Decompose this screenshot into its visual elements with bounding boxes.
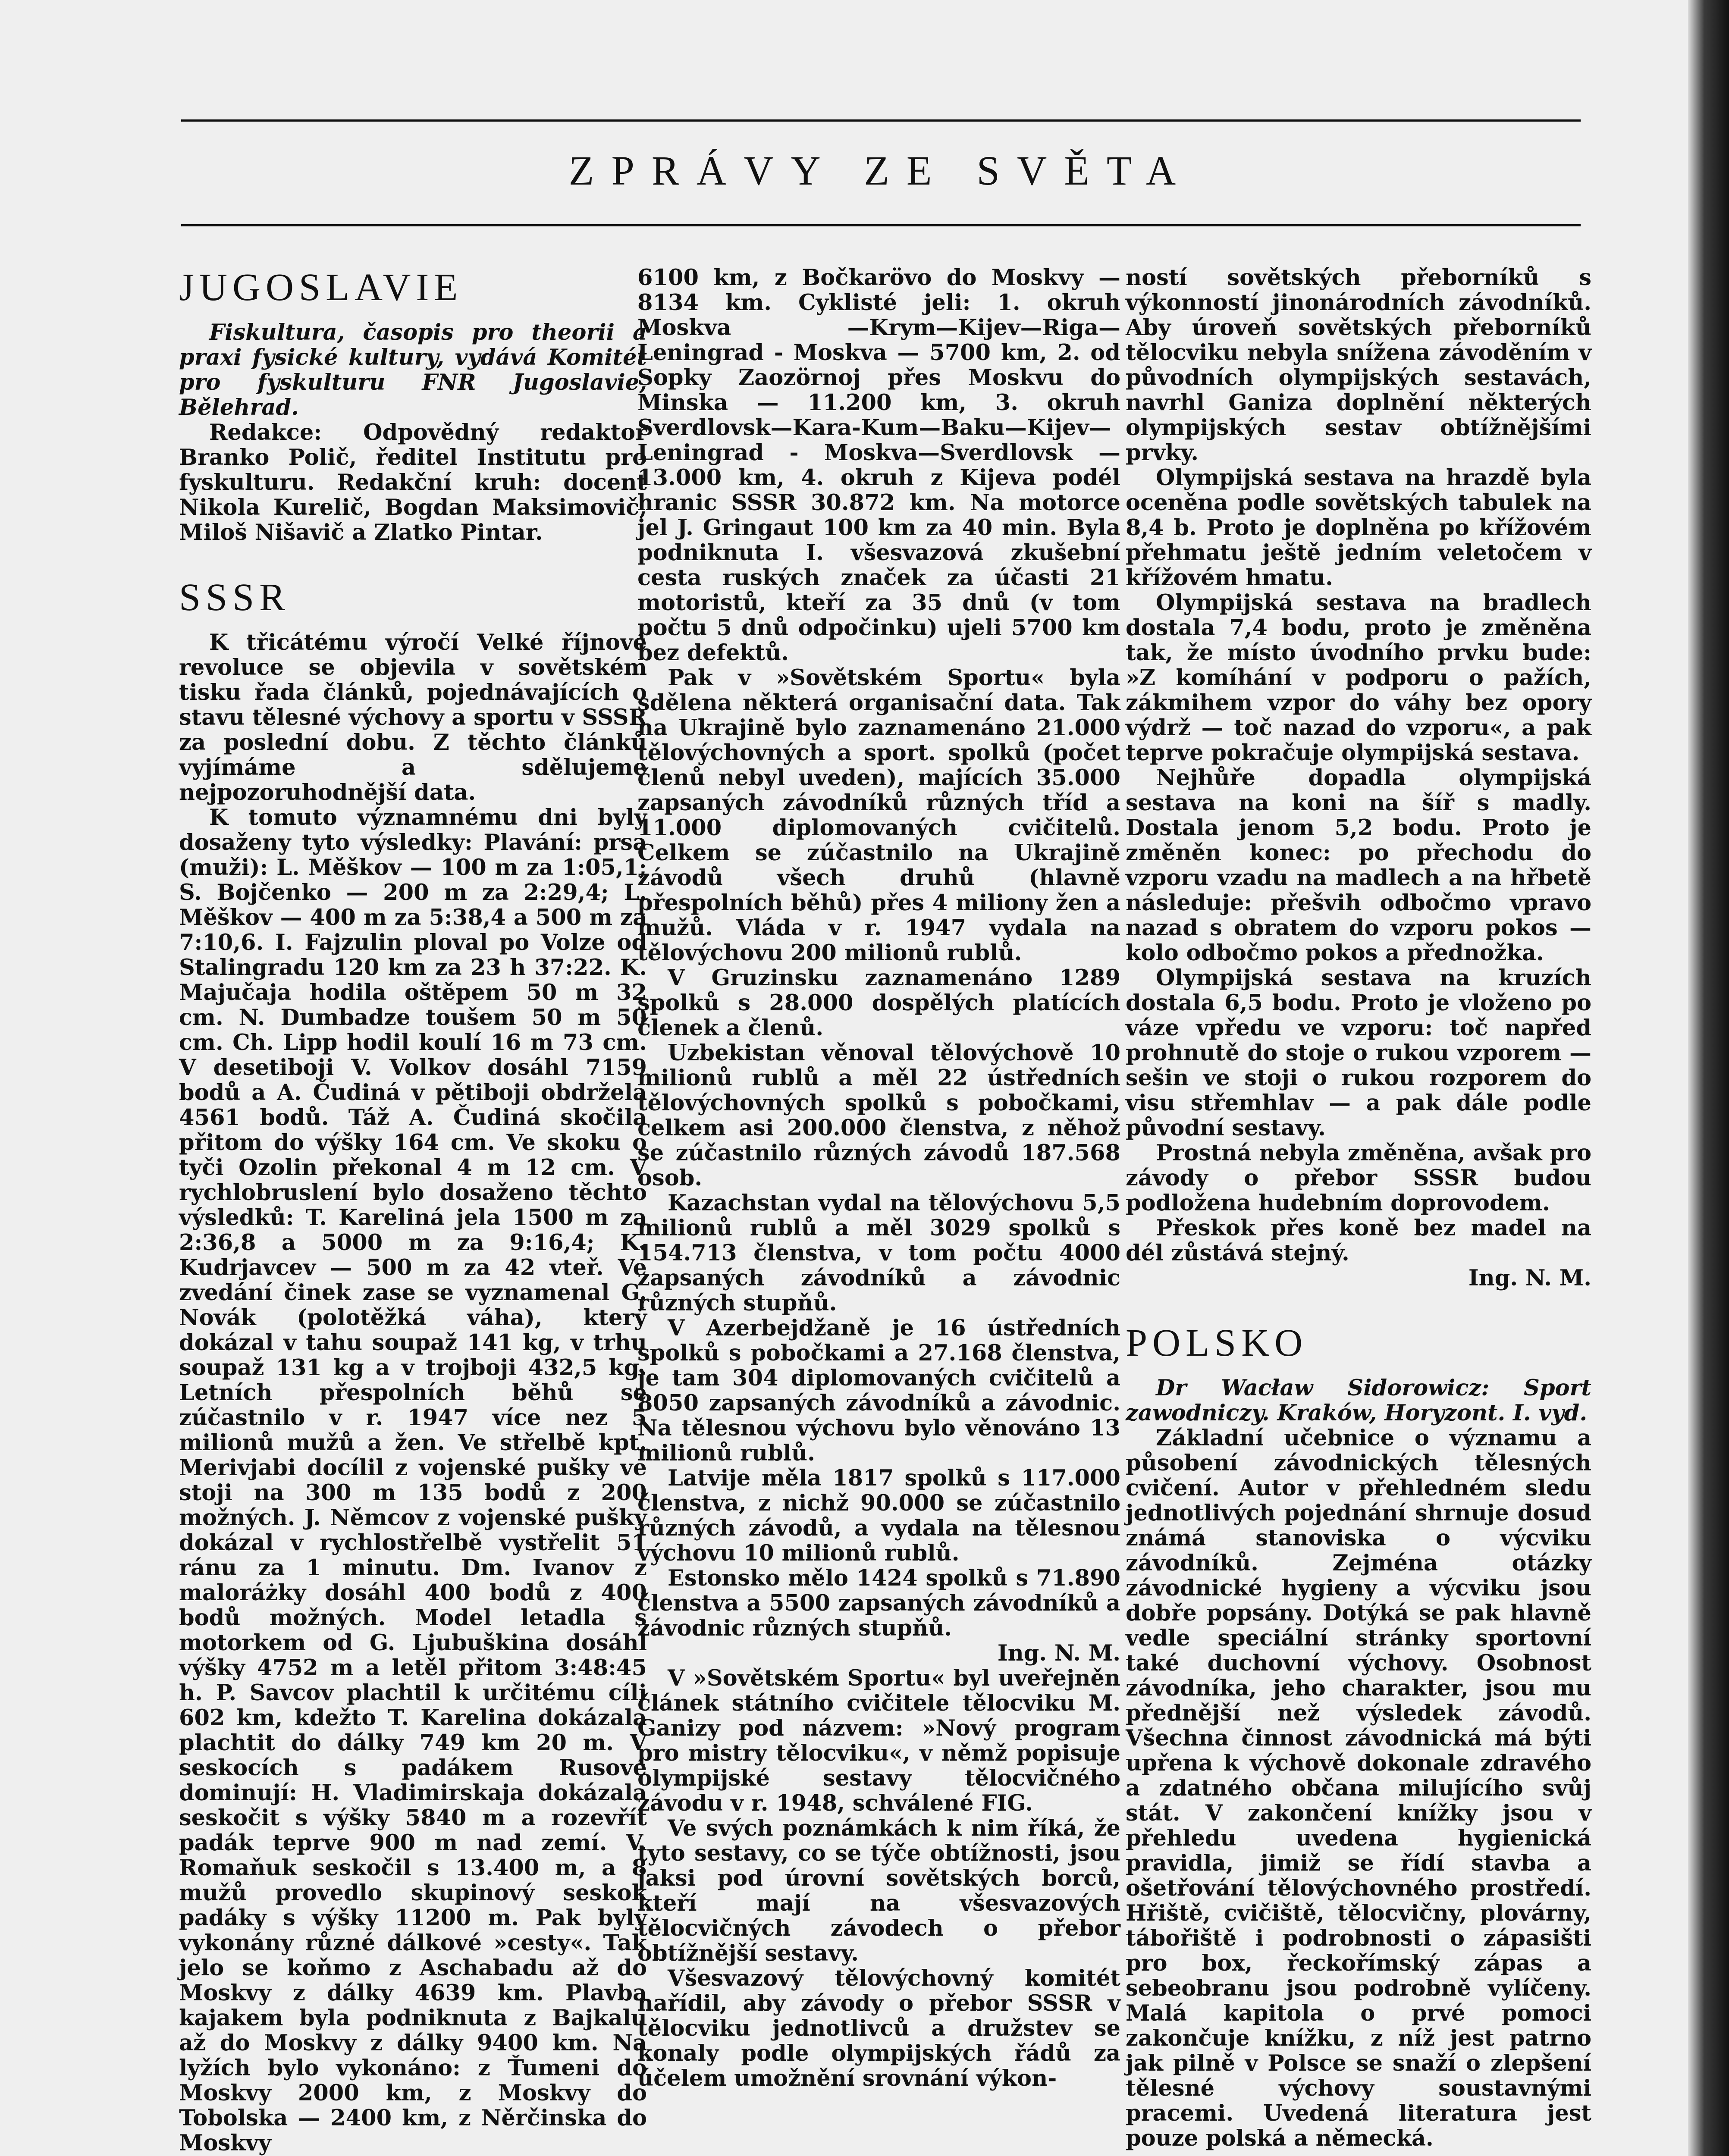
section-heading-polsko: POLSKO bbox=[1126, 1322, 1308, 1364]
paragraph: Všesvazový tělovýchovný komitét nařídil, aby závody o přebor SSSR v tělocviku jednotlivců a družstev se konaly podle olympijských řádů za účelem umožnění srovnání výkon- bbox=[637, 1965, 1120, 2091]
paragraph: V Azerbejdžaně je 16 ústředních spolků s pobočkami a 27.168 členstva, je tam 304 diplomovaných cvičitelů a 8050 zapsaných závodníků a závodnic. Na tělesnou výchovu bylo věnováno 13 milionů rublů. bbox=[637, 1315, 1120, 1466]
page-edge-shadow bbox=[1688, 0, 1729, 2156]
paragraph: Nejhůře dopadla olympijská sestava na koni na šíř s madly. Dostala jenom 5,2 bodu. Proto je změněn konec: po přechodu do vzporu vzadu na madlech a na hřbetě následuje: přešvih odbočmo vpravo nazad s obratem do vzporu pokos — kolo odbočmo pokos a přednožka. bbox=[1126, 765, 1591, 966]
paragraph: Estonsko mělo 1424 spolků s 71.890 členstva a 5500 zapsaných závodníků a závodnic různých stupňů. bbox=[637, 1565, 1120, 1641]
paragraph: Základní učebnice o významu a působení závodnických tělesných cvičení. Autor v přehledném sledu jednotlivých pojednání shrnuje dosud známá stanoviska o výcviku závodníků. Zejména otázky závodnické hygieny a výcviku jsou dobře popsány. Dotýká se pak hlavně vedle speciální stránky sportovní také duchovní výchovy. Osobnost závodníka, jeho charakter, jsou mu přednější než výsledek závodů. Všechna činnost závodnická má býti upřena k výchově dokonale zdravého a zdatného občana milujícího svůj stát. V zakončení knížky jsou v přehledu uvedena hygienická pravidla, jimiž se řídí stavba a ošetřování tělovýchovného prostředí. Hřiště, cvičiště, tělocvičny, plovárny, tábořiště i podrobnosti o zápasišti pro box, řeckořímský zápas a sebeobranu jsou podrobně vylíčeny. Malá kapitola o prvé pomoci zakončuje knížku, z níž jest patrno jak pilně v Polsce se snaží o zlepšení tělesné výchovy soustavnými pracemi. Uvedená literatura jest pouze polská a německá. bbox=[1126, 1425, 1591, 2151]
paragraph: K tomuto významnému dni byly dosaženy tyto výsledky: Plavání: prsa (muži): L. Měškov — 100 m za 1:05,1; S. Bojčenko — 200 m za 2:29,4; L. Měškov — 400 m za 5:38,4 a 500 m za 7:10,6. I. Fajzulin ploval po Volze od Stalingradu 120 km za 23 h 37:22. K. Majučaja hodila oštěpem 50 m 32 cm. N. Dumbadze toušem 50 m 50 cm. Ch. Lipp hodil koulí 16 m 73 cm. V desetiboji V. Volkov dosáhl 7159 bodů a A. Čudiná v pětiboji obdržela 4561 bodů. Táž A. Čudiná skočila přitom do výšky 164 cm. Ve skoku o tyči Ozolin překonal 4 m 12 cm. V rychlobruslení bylo dosaženo těchto výsledků: T. Kareliná jela 1500 m za 2:36,8 a 5000 m za 9:16,4; K. Kudrjavcev — 500 m za 42 vteř. Ve zvedání činek zase se vyznamenal G. Novák (polotěžká váha), který dokázal v tahu soupaž 141 kg, v trhu soupaž 131 kg a v trojboji 432,5 kg. Letních přespolních běhů se zúčastnilo v r. 1947 více nez 5 milionů mužů a žen. Ve střelbě kpt. Merivjabi docílil z vojenské pušky ve stoji na 300 m 135 bodů z 200 možných. J. Němcov z vojenské pušky dokázal v rychlostřelbě vystřelit 51 ránu za 1 minutu. Dm. Ivanov z maloráżky dosáhl 400 bodů z 400 bodů možných. Model letadla s motorkem od G. Ljubuškina dosáhl výšky 4752 m a letěl přitom 3:48:45 h. P. Savcov plachtil k určitému cíli 602 km, kdežto T. Karelina dokázala plachtit do dálky 749 km 20 m. V seskocích s padákem Rusové dominují: H. Vladimirskaja dokázala seskočit s výšky 5840 m a rozevřít padák teprve 900 m nad zemí. V. Romaňuk seskočil s 13.400 m, a 8 mužů provedlo skupinový seskok padáky s výšky 11200 m. Pak byly vykonány různé dálkové »cesty«. Tak jelo se koňmo z Aschabadu až do Moskvy z dálky 4639 km. Plavba kajakem byla podniknuta z Bajkalu až do Moskvy z dálky 9400 km. Na lyžích bylo vykonáno: z Ťumeni do Moskvy 2000 km, z Moskvy do Tobolska — 2400 km, z Něrčinska do Moskvy bbox=[179, 805, 647, 2156]
paragraph: 6100 km, z Bočkarövo do Moskvy — 8134 km. Cyklisté jeli: 1. okruh Moskva —Krym—Kijev—Riga—Leningrad - Moskva — 5700 km, 2. od Sopky Zaozörnoj přes Moskvu do Minska — 11.200 km, 3. okruh Sverdlovsk—Kara-Kum—Baku—Kijev—Leningrad - Moskva—Sverdlovsk — 13.000 km, 4. okruh z Kijeva podél hranic SSSR 30.872 km. Na motorce jel J. Gringaut 100 km za 40 min. Byla podniknuta I. všesvazová zkušební cesta ruských značek za účasti 21 motoristů, kteří za 35 dnů (v tom počtu 5 dnů odpočinku) ujeli 5700 km bez defektů. bbox=[637, 265, 1120, 666]
paragraph: Latvije měla 1817 spolků s 117.000 členstva, z nichž 90.000 se zúčastnilo různých závodů, a vydala na tělesnou výchovu 10 milionů rublů. bbox=[637, 1465, 1120, 1566]
column-3 bbox=[1126, 265, 1591, 2151]
paragraph: Olympijská sestava na hrazdě byla oceněna podle sovětských tabulek na 8,4 b. Proto je doplněna po křížovém přehmatu ještě jedním veletočem v křížovém hmatu. bbox=[1126, 465, 1591, 591]
paragraph: K třicátému výročí Velké říjnové revoluce se objevila v sovětském tisku řada článků, pojednávajících o stavu tělesné výchovy a sportu v SSSR za poslední dobu. Z těchto článků vyjímáme a sdělujeme nejpozoruhodnější data. bbox=[179, 630, 647, 805]
column-2 bbox=[637, 265, 1120, 2091]
page-title: ZPRÁVY ZE SVĚTA bbox=[568, 147, 1193, 194]
title-rule bbox=[181, 224, 1581, 226]
paragraph: Prostná nebyla změněna, avšak pro závody o přebor SSSR budou podložena hudebním doprovodem. bbox=[1126, 1140, 1591, 1216]
author-signature: Ing. N. M. bbox=[997, 1640, 1120, 1666]
author-signature: Ing. N. M. bbox=[1468, 1265, 1591, 1291]
paragraph: Pak v »Sovětském Sportu« byla sdělena některá organisační data. Tak na Ukrajině bylo zaznamenáno 21.000 tělovýchovných a sport. spolků (počet členů nebyl uveden), majících 35.000 zapsaných závodníků různých tříd a 11.000 diplomovaných cvičitelů. Celkem se zúčastnilo na Ukrajině závodů všech druhů (hlavně přespolních běhů) přes 4 miliony žen a mužů. Vláda v r. 1947 vydala na tělovýchovu 200 milionů rublů. bbox=[637, 665, 1120, 966]
paragraph: Ve svých poznámkách k nim říká, že tyto sestavy, co se týče obtížnosti, jsou jaksi pod úrovní sovětských borců, kteří mají na všesvazových tělocvičných závodech o přebor obtížnější sestavy. bbox=[637, 1815, 1120, 1966]
paragraph: Přeskok přes koně bez madel na dél zůstává stejný. bbox=[1126, 1215, 1591, 1266]
top-rule bbox=[181, 119, 1581, 122]
paragraph: Uzbekistan věnoval tělovýchově 10 milionů rublů a měl 22 ústředních tělovýchovných spolků s pobočkami, celkem asi 200.000 členstva, z něhož se zúčastnilo různých závodů 187.568 osob. bbox=[637, 1040, 1120, 1191]
column-1 bbox=[179, 265, 647, 2156]
paragraph: V Gruzinsku zaznamenáno 1289 spolků s 28.000 dospělých platících členek a členů. bbox=[637, 965, 1120, 1041]
paragraph: V »Sovětském Sportu« byl uveřejněn článek státního cvičitele tělocviku M. Ganizy pod názvem: »Nový program pro mistry tělocviku«, v němž popisuje olympijské sestavy tělocvičného závodu v r. 1948, schválené FIG. bbox=[637, 1665, 1120, 1816]
paragraph: Olympijská sestava na kruzích dostala 6,5 bodu. Proto je vloženo po váze vpředu ve vzporu: toč napřed prohnutě do stoje o rukou vzporem — sešin ve stoji o rukou rozporem do visu střemhlav — a pak dále podle původní sestavy. bbox=[1126, 965, 1591, 1141]
paragraph: Kazachstan vydal na tělovýchovu 5,5 milionů rublů a měl 3029 spolků s 154.713 členstva, v tom počtu 4000 zapsaných závodníků a závodnic různých stupňů. bbox=[637, 1190, 1120, 1316]
paragraph: Redakce: Odpovědný redaktor Branko Polič, ředitel Institutu pro fyskulturu. Redakční kruh: docent Nikola Kurelič, Bogdan Maksimovič, Miloš Nišavič a Zlatko Pintar. bbox=[179, 420, 647, 545]
paragraph: ností sovětských přeborníků s výkonností jinonárodních závodníků. Aby úroveň sovětských přeborníků tělocviku nebyla snížena závoděním v původních olympijských sestavách, navrhl Ganiza doplnění některých olympijských sestav obtížnějšími prvky. bbox=[1126, 265, 1591, 466]
section-heading-jugoslavie: JUGOSLAVIE bbox=[179, 266, 463, 309]
paragraph: Fiskultura, časopis pro theorii a praxi fysické kultury, vydává Komitét pro fyskulturu FNR Jugoslavie, Bělehrad. bbox=[179, 320, 647, 420]
book-citation: Dr Wacław Sidorowicz: Sport zawodniczy. Kraków, Horyzont. I. vyd. bbox=[1126, 1375, 1591, 1426]
paragraph: Olympijská sestava na bradlech dostala 7,4 bodu, proto je změněna tak, že místo úvodního prvku bude: »Z komíhání v podporu o pažích, zákmihem vzpor do váhy bez opory výdrž — toč nazad do vzporu«, a pak teprve pokračuje olympijská sestava. bbox=[1126, 590, 1591, 766]
section-heading-sssr: SSSR bbox=[179, 576, 291, 619]
